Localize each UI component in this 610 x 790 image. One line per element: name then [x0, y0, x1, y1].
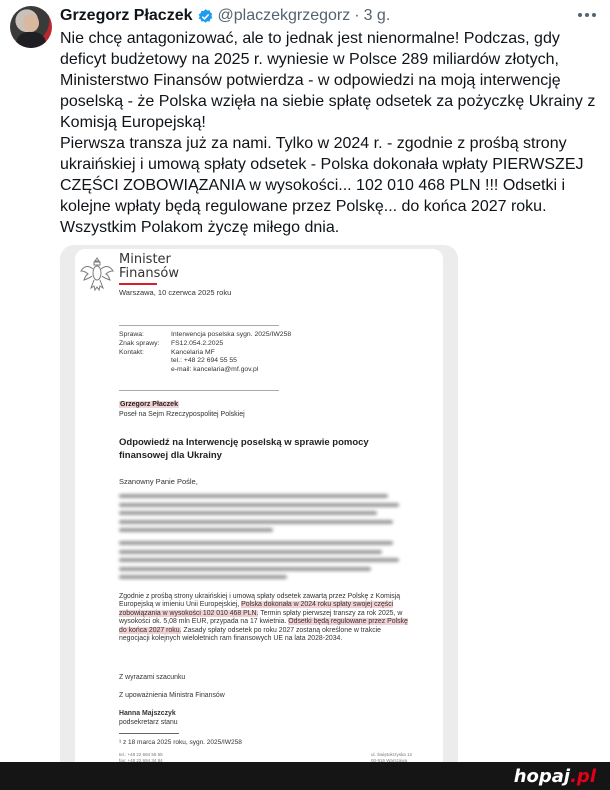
blurred-paragraph	[119, 541, 399, 584]
meta-label	[119, 357, 171, 366]
letter-regards: Z wyrazami szacunku	[119, 674, 186, 681]
verified-badge-icon	[197, 8, 214, 25]
letter-footer-left	[119, 752, 163, 762]
avatar[interactable]	[10, 6, 52, 48]
author-name[interactable]: Grzegorz Płaczek	[60, 7, 193, 24]
meta-label	[119, 366, 171, 375]
letter-footnote: ¹ z 18 marca 2025 roku, sygn. 2025/IW258	[119, 739, 242, 746]
tweet-header	[60, 6, 390, 26]
signatory-role: podsekretarz stanu	[119, 719, 178, 726]
polish-eagle-emblem	[79, 255, 115, 295]
meta-top-rule	[119, 325, 279, 326]
footer-left-line: fax: +48 22 694 34 84	[119, 758, 163, 762]
header-separator: ·	[354, 7, 360, 24]
avatar-face	[23, 14, 39, 32]
ministry-line-1: Minister	[119, 252, 171, 267]
tweet-paragraph-1: Nie chcę antagonizować, ale to jednak jest nienormalne! Podczas, gdy deficyt budżetowy na 2025 r. wyniesie w Polsce 289 miliardów złotych, Ministerstwo Finansów potwierdza - w odpowiedzi na moją interwencję poselską - że Polska wzięła na siebie spłatę odsetek za pożyczkę Ukrainy z Komisją Europejską!	[60, 30, 596, 131]
body-text-c: Zasady spłaty odsetek po roku 2027 zostaną określone w trakcie negocjacji kolejnych wieloletnich ram finansowych UE na lata 2028-2034.	[119, 626, 382, 643]
body-text-a: Zgodnie z prośbą strony ukraińskiej i umową spłaty odsetek zawartą przez Polskę z Komisją Europejską w imieniu Unii Europejskiej,	[119, 593, 401, 609]
meta-bottom-rule	[119, 390, 279, 391]
more-dot	[578, 13, 582, 17]
meta-value: Interwencja poselska sygn. 2025/IW258	[171, 331, 292, 338]
logo-suffix: .pl	[570, 766, 596, 787]
tweet-paragraph-2: Pierwsza transza już za nami. Tylko w 2024 r. - zgodnie z prośbą strony ukraińskiej i umową spłaty odsetek - Polska dokonała wpłaty PIERWSZEJ CZĘŚCI ZOBOWIĄZANIA w wysokości... 102 010 468 PLN !!! Odsetki i kolejne wpłaty będą regulowane przez Polskę... do końca 2027 roku. Wszystkim Polakom życzę miłego dnia.	[60, 135, 584, 236]
body-highlight-1: Polska dokonała w 2024 roku spłaty swojej części zobowiązania w wysokości 102 010 468 PLN.	[119, 601, 394, 617]
meta-label: Kontakt:	[119, 348, 144, 356]
tweet-text	[60, 28, 602, 238]
ministry-name	[119, 253, 179, 281]
footer-right-line: ul. Świętokrzyska 12	[371, 752, 413, 757]
watermark-banner	[0, 762, 610, 790]
recipient-role: Poseł na Sejm Rzeczypospolitej Polskiej	[119, 411, 245, 418]
meta-label: Sprawa:	[119, 331, 144, 338]
letter-greeting: Szanowny Panie Pośle,	[119, 477, 198, 486]
meta-value: FS12.054.2.2025	[171, 339, 224, 347]
more-dot	[592, 13, 596, 17]
footnote-rule	[119, 733, 179, 734]
meta-value: tel.: +48 22 694 55 55	[171, 357, 237, 365]
tweet-media-image[interactable]	[60, 245, 458, 762]
meta-value: Kancelaria MF	[171, 348, 215, 356]
recipient-name: Grzegorz Płaczek	[120, 401, 178, 408]
body-highlight-2: Odsetki będą regulowane przez Polskę do końca 2027 roku.	[119, 618, 408, 634]
hopaj-logo	[514, 766, 596, 787]
logo-brand: hopaj	[513, 766, 571, 787]
letter-authorization: Z upoważnienia Ministra Finansów	[119, 692, 225, 699]
meta-label: Znak sprawy:	[119, 339, 160, 347]
avatar-suit	[16, 32, 46, 48]
more-options-icon[interactable]	[576, 8, 598, 22]
meta-value: e-mail: kancelaria@mf.gov.pl	[171, 366, 259, 374]
letter-subject: Odpowiedź na Interwencję poselską w sprawie pomocy finansowej dla Ukrainy	[119, 437, 369, 461]
footer-left-line: tel.: +48 22 694 55 55	[119, 752, 163, 757]
red-divider	[119, 283, 157, 285]
signatory-name: Hanna Majszczyk	[119, 710, 176, 717]
author-handle[interactable]: @placzekgrzegorz	[217, 7, 351, 24]
tweet-time[interactable]: 3 g.	[363, 7, 391, 24]
letter-body-paragraph	[119, 593, 409, 643]
letter-date: Warszawa, 10 czerwca 2025 roku	[119, 288, 232, 297]
footer-right-line: 00-916 Warszawa	[371, 758, 408, 762]
body-text-b: Termin spłaty pierwszej transzy za rok 2025, w wysokości ok. 5,08 mln EUR, przypada na 17 kwietnia.	[119, 609, 403, 626]
letter-document	[75, 249, 443, 762]
more-dot	[585, 13, 589, 17]
ministry-line-2: Finansów	[119, 266, 179, 281]
letter-footer-right	[371, 752, 412, 762]
letter-meta	[119, 331, 291, 375]
blurred-paragraph	[119, 494, 399, 537]
